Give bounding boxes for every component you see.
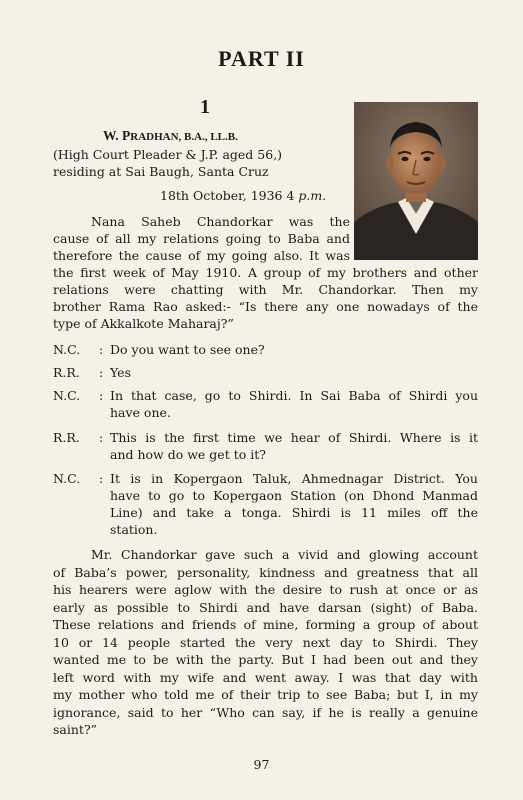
- dialogue-speaker: N.C.: [53, 388, 81, 403]
- author-degrees: , B.A., LL.B.: [178, 131, 238, 143]
- text-line: saint?”: [53, 722, 98, 737]
- dialogue-text: It is in Kopergaon Taluk, Ahmednagar District. You: [110, 471, 478, 486]
- text-line: brother Rama Rao asked:- “Is there any one nowadays of the: [53, 299, 478, 314]
- intro-paragraph-line: [53, 264, 478, 281]
- body-paragraph-line: [91, 546, 478, 563]
- body-paragraph-line: [53, 669, 478, 686]
- text-line: Mr. Chandorkar gave such a vivid and glowing account: [91, 547, 478, 562]
- body-paragraph-line: [53, 634, 478, 651]
- portrait-illustration: [354, 102, 478, 260]
- part-title: PART II: [218, 46, 305, 71]
- text-line: Nana Saheb Chandorkar was the: [91, 214, 350, 229]
- author-description-line: (High Court Pleader & J.P. aged 56,): [53, 147, 283, 162]
- dialogue-speaker: N.C.: [53, 342, 81, 357]
- intro-paragraph-line: [53, 247, 350, 264]
- dialogue-text: This is the first time we hear of Shirdi. Where is it: [110, 430, 478, 445]
- chapter-number: 1: [200, 96, 210, 118]
- dialogue-colon: :: [99, 471, 104, 486]
- dialogue-text: station.: [110, 522, 158, 537]
- author-name-initial: W. P: [103, 128, 131, 143]
- text-line: 10 or 14 people started the very next day to Shirdi. They: [53, 634, 478, 650]
- dialogue-text: In that case, go to Shirdi. In Sai Baba of Shirdi you: [110, 388, 478, 403]
- author-name: [103, 128, 333, 144]
- intro-paragraph-line: [53, 298, 478, 315]
- text-line: therefore the cause of my going also. It was: [53, 248, 350, 263]
- text-line: early as possible to Shirdi and have darsan (sight) of Baba.: [53, 599, 478, 615]
- date-time-suffix: p.m.: [298, 188, 327, 203]
- text-line: of Baba’s power, personality, kindness and greatness that all: [53, 564, 478, 580]
- body-paragraph-line: [53, 616, 478, 633]
- body-paragraph-line: [53, 599, 478, 616]
- author-portrait: [354, 102, 478, 260]
- date-text: 18th October, 1936 4: [160, 188, 299, 203]
- interview-date: [160, 188, 360, 203]
- author-description-line: residing at Sai Baugh, Santa Cruz: [53, 164, 269, 179]
- dialogue-text: Do you want to see one?: [110, 342, 265, 357]
- body-paragraph-line: [53, 651, 478, 668]
- dialogue-speaker: R.R.: [53, 430, 80, 445]
- dialogue-colon: :: [99, 342, 104, 357]
- dialogue-colon: :: [99, 388, 104, 403]
- dialogue-colon: :: [99, 365, 104, 380]
- dialogue-speaker: N.C.: [53, 471, 81, 486]
- dialogue-colon: :: [99, 430, 104, 445]
- text-line: type of Akkalkote Maharaj?”: [53, 316, 234, 331]
- text-line: my mother who told me of their trip to see Baba; but I, in my: [53, 687, 478, 702]
- dialogue-text: have to go to Kopergaon Station (on Dhond Manmad: [110, 488, 478, 503]
- text-line: left word with my wife and went away. I was that day with: [53, 669, 478, 685]
- body-paragraph-line: [53, 564, 478, 581]
- page-number: 97: [253, 757, 270, 772]
- dialogue-speaker: R.R.: [53, 365, 80, 380]
- intro-paragraph-line: [91, 213, 350, 230]
- dialogue-text: have one.: [110, 405, 171, 420]
- intro-paragraph-line: [53, 315, 478, 332]
- author-name-rest: RADHAN: [130, 131, 179, 143]
- body-paragraph-line: [53, 686, 478, 703]
- intro-paragraph-line: [53, 281, 478, 298]
- text-line: ignorance, said to her “Who can say, if he is really a genuine: [53, 704, 478, 720]
- dialogue-text: Yes: [110, 365, 131, 380]
- body-paragraph-line: [53, 704, 478, 721]
- text-line: relations were chatting with Mr. Chandorkar. Then my: [53, 282, 478, 297]
- intro-paragraph-line: [53, 230, 350, 247]
- text-line: wanted me to be with the party. But I had been out and they: [53, 652, 478, 667]
- text-line: cause of all my relations going to Baba and: [53, 231, 350, 246]
- body-paragraph-line: [53, 721, 478, 738]
- dialogue-text: and how do we get to it?: [110, 447, 266, 462]
- dialogue-text: Line) and take a tonga. Shirdi is 11 miles off the: [110, 505, 478, 520]
- text-line: These relations and friends of mine, forming a group of about: [53, 617, 478, 632]
- body-paragraph-line: [53, 581, 478, 598]
- text-line: the first week of May 1910. A group of my brothers and other: [53, 265, 478, 280]
- text-line: his hearers were aglow with the desire to rush at once or as: [53, 582, 478, 597]
